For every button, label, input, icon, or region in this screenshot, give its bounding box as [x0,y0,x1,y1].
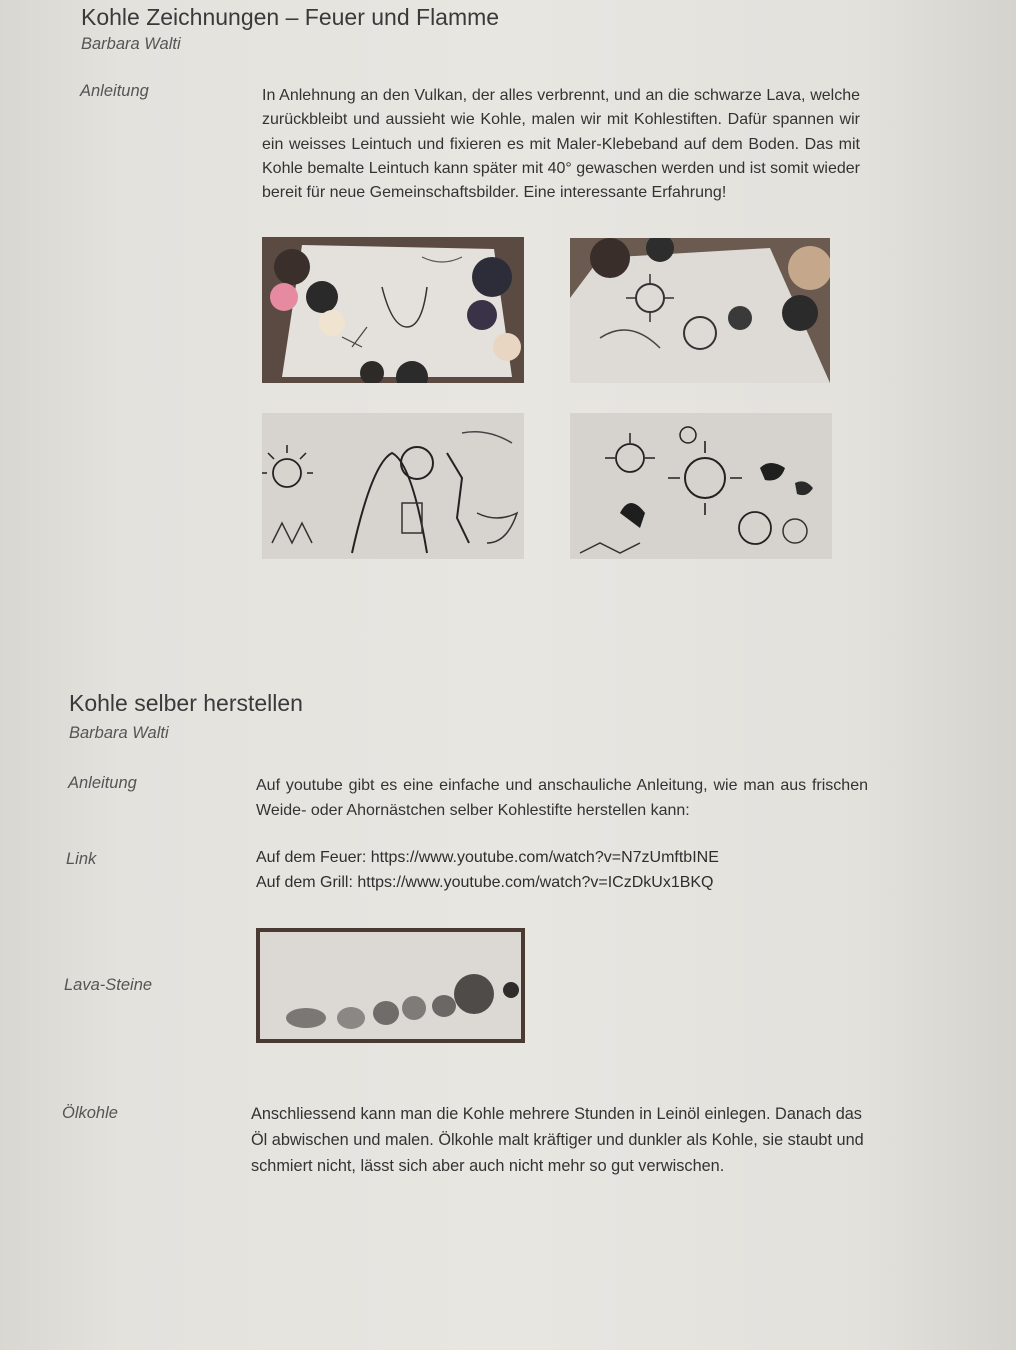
paragraph-instructions: In Anlehnung an den Vulkan, der alles verbrennt, und an die schwarze Lava, welche zurückbleibt und aussieht wie Kohle, malen wir mit Kohlestiften. Dafür spannen wir ein weisses Leintuch und fixieren es mit Maler-Klebeband auf dem Boden. Das mit Kohle bemalte Leintuch kann später mit 40° gewaschen werden und ist somit wieder bereit für neue Gemeinschaftsbilder. Eine interessante Erfahrung! [262,87,860,202]
author-2: Barbara Walti [69,724,169,742]
photo-lava-stones [256,928,525,1043]
label-link: Link [66,850,97,868]
section-title-2: Kohle selber herstellen [69,690,303,716]
paragraph-youtube: Auf youtube gibt es eine einfache und anschauliche Anleitung, wie man aus frischen Weide- oder Ahornästchen selber Kohlestifte herstellen kann: [256,777,868,819]
label-anleitung-2: Anleitung [68,774,137,792]
label-anleitung: Anleitung [80,82,149,100]
label-oelkohle: Ölkohle [62,1104,118,1122]
photo-charcoal-artwork-2 [570,413,832,559]
link-feuer[interactable]: Auf dem Feuer: https://www.youtube.com/watch?v=N7zUmftbINE [256,849,719,866]
photo-children-drawing-1 [262,237,524,383]
photo-charcoal-artwork-1 [262,413,524,559]
label-lava-steine: Lava-Steine [64,976,153,994]
section-title: Kohle Zeichnungen – Feuer und Flamme [81,4,500,30]
link-grill[interactable]: Auf dem Grill: https://www.youtube.com/watch?v=ICzDkUx1BKQ [256,874,714,891]
photo-children-drawing-2 [570,238,830,383]
author: Barbara Walti [81,35,181,53]
paragraph-oelkohle: Anschliessend kann man die Kohle mehrere Stunden in Leinöl einlegen. Danach das Öl abwischen und malen. Ölkohle malt kräftiger und dunkler als Kohle, sie staubt und schmiert nicht, lässt sich aber auch nicht mehr so gut verwischen. [251,1105,864,1175]
